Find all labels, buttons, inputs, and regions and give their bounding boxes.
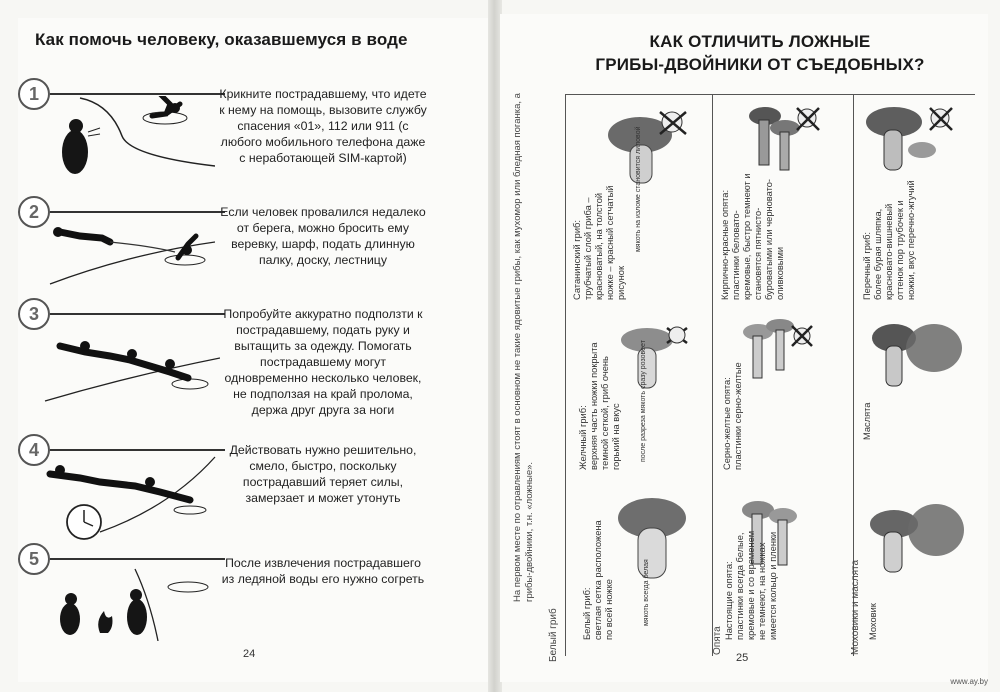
mushroom-sulfur-tuft-image	[730, 312, 825, 392]
rescue-step-2	[18, 196, 438, 296]
table-left-rule	[565, 94, 566, 656]
column-header-porcini: Белый гриб	[548, 608, 559, 662]
column-header-boletes: Моховики и маслята	[850, 559, 861, 655]
step-number-2: 2	[18, 196, 50, 228]
item-name: Перечный гриб:	[862, 232, 872, 300]
satanic-mushroom-note: мякоть на изломе становится лиловой	[635, 126, 642, 252]
step-4-text: Действовать нужно решительно, смело, быстро, поскольку пострадавший теряет силы, замерзает и может утонуть	[229, 443, 417, 505]
skull-icon	[669, 327, 685, 343]
right-page-title	[595, 30, 925, 76]
illustration-throwing-rope	[40, 214, 215, 294]
step-number-4: 4	[18, 434, 50, 466]
honey-fungus-caption	[724, 520, 779, 640]
item-name: Настоящие опята:	[724, 561, 734, 640]
mushroom-brick-red-image	[735, 98, 830, 178]
mushroom-moss-bolete-image	[862, 492, 972, 587]
item-desc: пластинки серно-желтые	[733, 362, 743, 470]
rescue-step-4	[18, 434, 438, 539]
step-3-text: Попробуйте аккуратно подползти к пострадавшему, подать руку и вытащить за одежду. Помогать пострадавшему могут одновременно несколько человек, не подползая на край пролома, держа друг друга за ноги	[223, 307, 423, 417]
illustration-human-chain	[40, 316, 220, 411]
step-number-5: 5	[18, 543, 50, 575]
step-2-text: Если человек провалился недалеко от берега, можно бросить ему веревку, шарф, подать длинную палку, доску, лестницу	[220, 205, 426, 267]
illustration-rescue-clock	[40, 452, 220, 542]
item-desc: пластинки беловато-кремовые, быстро темнеют и становятся пятнисто-буроватыми или черновато-оливковыми	[731, 173, 785, 300]
item-name: Кирпично-красные опята:	[720, 189, 730, 300]
item-desc: более бурая шляпка, красновато-вишневый оттенок пор трубочек и ножки, вкус перечно-жгучий	[873, 180, 916, 300]
column-header-honey-fungus: Опята	[712, 626, 723, 655]
sulfur-tuft-caption	[722, 362, 744, 470]
mushroom-porcini-image	[610, 490, 700, 585]
item-name: Сатанинский гриб:	[572, 220, 582, 300]
item-name: Серно-желтые опята:	[722, 377, 732, 470]
porcini-caption	[582, 520, 615, 640]
illustration-person-calling	[40, 96, 215, 186]
item-desc: трубчатый слой гриба – красноватый, на толстой ножке – красный сетчатый рисунок	[583, 185, 626, 300]
rescue-step-3	[18, 298, 438, 423]
page-number-right: 25	[736, 652, 749, 664]
step-number-1: 1	[18, 78, 50, 110]
item-desc: верхняя часть ножки покрыта темной сеткой, гриб очень горький на вкус	[589, 342, 621, 470]
rescue-step-5	[18, 543, 438, 633]
page-number-left: 24	[243, 648, 256, 660]
step-divider	[50, 449, 225, 451]
brick-red-caption	[720, 170, 786, 300]
item-desc: светлая сетка расположена по всей ножке	[593, 520, 614, 640]
item-desc: пластинки всегда белые, кремовые и со временем не темнеют, на ножках имеется кольцо и пленки	[735, 530, 778, 640]
satanic-mushroom-caption	[572, 170, 627, 300]
mushroom-slippery-jack-image	[862, 308, 972, 408]
rescue-step-1	[18, 78, 438, 188]
step-divider	[50, 211, 225, 213]
illustration-warming-by-fire	[40, 561, 220, 641]
porcini-note: мякоть всегда белая	[643, 559, 650, 626]
step-divider	[50, 558, 225, 560]
column-divider	[712, 94, 713, 656]
right-title-line-1: КАК ОТЛИЧИТЬ ЛОЖНЫЕ	[649, 32, 871, 51]
step-divider	[50, 93, 225, 95]
watermark: www.ay.by	[950, 677, 988, 686]
bitter-mushroom-caption	[578, 330, 622, 470]
mushroom-bitter-image	[612, 318, 702, 398]
step-1-text: Крикните пострадавшему, что идете к нему на помощь, вызовите службу спасения «01», 112 или 911 (с любого мобильного телефона даже с неработающей SIM-картой)	[219, 87, 427, 165]
table-top-rule	[565, 94, 975, 95]
step-number-3: 3	[18, 298, 50, 330]
intro-note: На первом месте по отравлениям стоят в основном не такие ядовитые грибы, как мухомор или бледная поганка, а грибы-двойники, т.н. «ложные».	[512, 93, 535, 602]
item-name: Белый гриб:	[582, 587, 592, 640]
bitter-mushroom-note: после разреза мякоть сразу розовеет	[640, 340, 647, 462]
moss-bolete-caption: Моховик	[868, 603, 878, 640]
left-page-title: Как помочь человеку, оказавшемуся в воде	[35, 30, 408, 49]
slippery-jack-caption: Маслята	[862, 402, 872, 440]
step-5-text: После извлечения пострадавшего из ледяной воды его нужно согреть	[221, 556, 425, 586]
pepper-bolete-caption	[862, 170, 917, 300]
step-divider	[50, 313, 225, 315]
item-name: Желчный гриб:	[578, 405, 588, 470]
fire-icon	[98, 611, 112, 633]
right-title-line-2: ГРИБЫ-ДВОЙНИКИ ОТ СЪЕДОБНЫХ?	[595, 55, 925, 74]
